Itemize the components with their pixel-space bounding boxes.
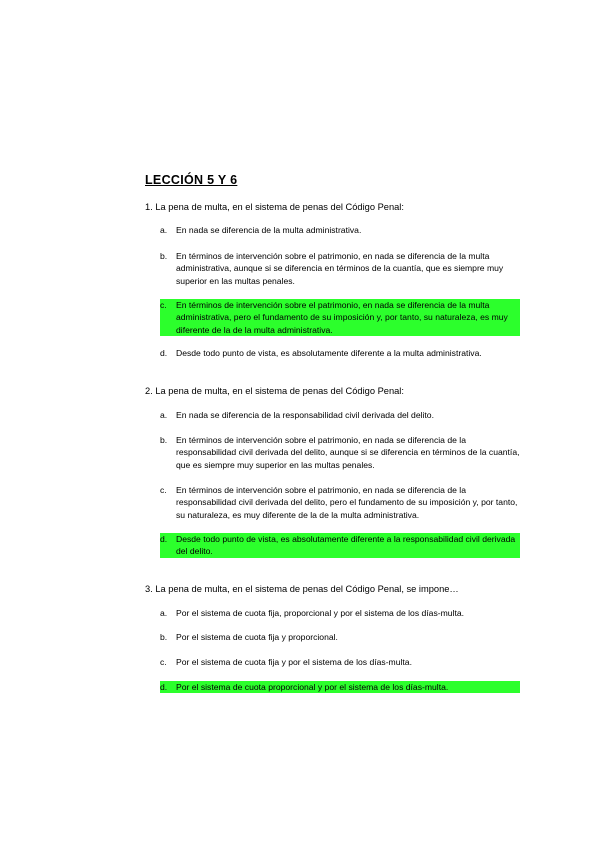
question-1-option-c-correct: [160, 299, 520, 336]
option-text: En términos de intervención sobre el patrimonio, en nada se diferencia de la responsabilidad civil derivada del delito, pero el fundamento de su imposición y, por tanto, su naturaleza, es muy diferente de la de la multa administrativa.: [176, 485, 518, 520]
question-3-option-b: [160, 631, 520, 643]
option-letter: a.: [160, 608, 168, 618]
question-2-option-d-correct: [160, 533, 520, 558]
lesson-title: LECCIÓN 5 Y 6: [145, 173, 238, 187]
question-1-option-a: [160, 224, 520, 236]
option-text: Por el sistema de cuota fija, proporcional y por el sistema de los días-multa.: [176, 608, 465, 618]
option-letter: d.: [160, 534, 168, 544]
option-letter: d.: [160, 682, 168, 692]
option-letter: b.: [160, 251, 168, 261]
option-letter: b.: [160, 435, 168, 445]
question-2-text: 2. La pena de multa, en el sistema de penas del Código Penal:: [145, 386, 404, 396]
option-text: En nada se diferencia de la responsabilidad civil derivada del delito.: [176, 410, 434, 420]
question-3-option-c: [160, 656, 520, 668]
option-text: En términos de intervención sobre el patrimonio, en nada se diferencia de la multa administrativa, pero el fundamento de su imposición y, por tanto, su naturaleza, es muy diferente de la de la multa administrativa.: [176, 300, 508, 335]
question-3-option-d-correct: [160, 681, 520, 693]
option-text: En términos de intervención sobre el patrimonio, en nada se diferencia de la responsabilidad civil derivada del delito, aunque si se diferencia en términos de la cuantía, que es siempre muy superior en las multas penales.: [176, 435, 520, 470]
option-letter: a.: [160, 225, 168, 235]
option-letter: c.: [160, 485, 167, 495]
question-1-option-b: [160, 250, 520, 287]
option-text: Desde todo punto de vista, es absolutamente diferente a la multa administrativa.: [176, 348, 482, 358]
option-text: Desde todo punto de vista, es absolutamente diferente a la responsabilidad civil derivada del delito.: [176, 534, 516, 557]
question-1-option-d: [160, 347, 520, 359]
question-2-option-c: [160, 484, 520, 521]
option-text: En nada se diferencia de la multa administrativa.: [176, 225, 362, 235]
option-letter: d.: [160, 348, 168, 358]
question-2-option-a: [160, 409, 520, 421]
option-letter: c.: [160, 657, 167, 667]
option-letter: c.: [160, 300, 167, 310]
option-letter: a.: [160, 410, 168, 420]
option-text: Por el sistema de cuota fija y proporcional.: [176, 632, 338, 642]
question-1-text: 1. La pena de multa, en el sistema de penas del Código Penal:: [145, 202, 404, 212]
question-3-text: 3. La pena de multa, en el sistema de penas del Código Penal, se impone…: [145, 584, 459, 594]
question-3-option-a: [160, 607, 520, 619]
question-2-option-b: [160, 434, 520, 471]
option-text: Por el sistema de cuota proporcional y por el sistema de los días-multa.: [176, 682, 449, 692]
option-text: En términos de intervención sobre el patrimonio, en nada se diferencia de la multa administrativa, aunque si se diferencia en términos de la cuantía, que es siempre muy superior en las multas penales.: [176, 251, 504, 286]
option-letter: b.: [160, 632, 168, 642]
option-text: Por el sistema de cuota fija y por el sistema de los días-multa.: [176, 657, 412, 667]
